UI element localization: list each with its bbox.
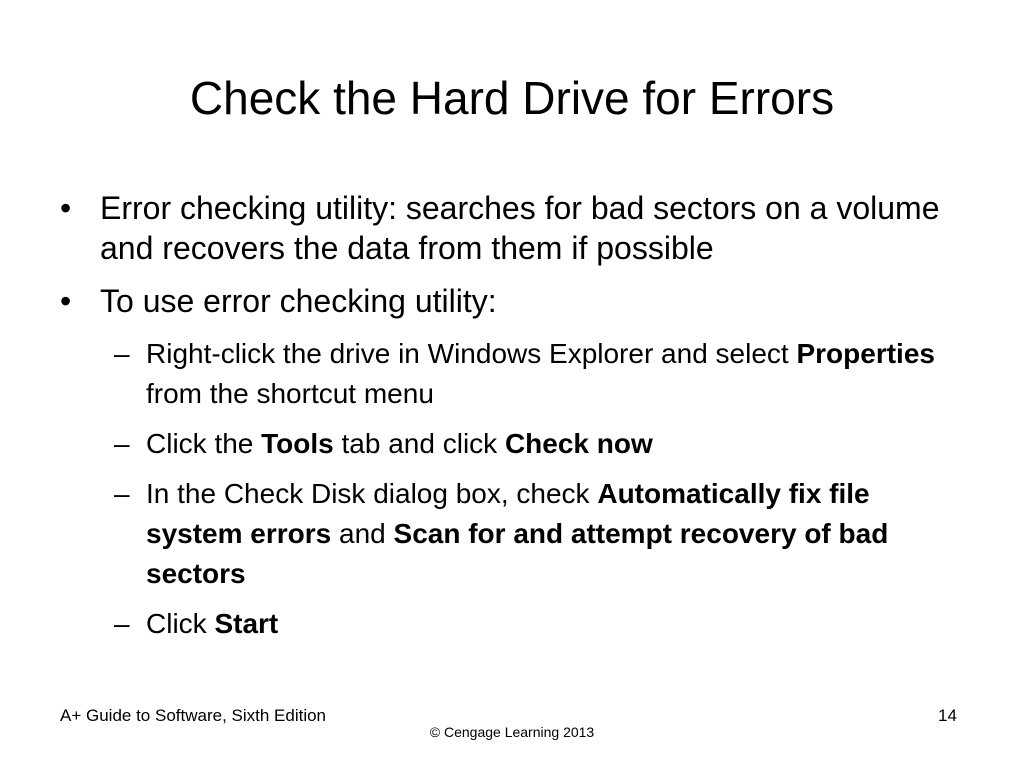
sub-text-post: from the shortcut menu: [146, 378, 434, 409]
sub-text-mid: and: [331, 518, 394, 549]
sub-text-bold: Scan for and attempt recovery of bad sectors: [146, 518, 889, 589]
bullet-text: To use error checking utility:: [100, 283, 497, 319]
dash-marker: –: [114, 338, 130, 369]
bullet-to-use: [60, 281, 960, 321]
bullet-marker: •: [60, 283, 72, 319]
slide-number: 14: [938, 706, 957, 725]
sub-text-pre: Right-click the drive in Windows Explorer and select: [146, 338, 797, 369]
sub-text-pre: Click: [146, 608, 215, 639]
slide-title: Check the Hard Drive for Errors: [189, 72, 835, 124]
dash-marker: –: [114, 608, 130, 639]
bullet-error-checking-utility: [60, 188, 960, 268]
bullet-marker: •: [60, 190, 72, 226]
sub-text-bold: Start: [214, 608, 279, 639]
sub-item-right-click: [60, 334, 960, 414]
dash-marker: –: [114, 478, 130, 509]
slide-content: [60, 188, 960, 654]
sub-item-click-start: [60, 604, 960, 644]
sub-text-bold: Tools: [261, 428, 334, 459]
sub-text-pre: In the Check Disk dialog box, check: [146, 478, 598, 509]
footer-book-title: A+ Guide to Software, Sixth Edition: [60, 706, 327, 725]
sub-text-pre: Click the: [146, 428, 262, 459]
sub-text-bold: Check now: [504, 428, 653, 459]
sub-text-mid: tab and click: [333, 428, 505, 459]
dash-marker: –: [114, 428, 130, 459]
sub-text-bold: Automatically fix file system errors: [146, 478, 870, 549]
sub-item-tools-tab: [60, 424, 960, 464]
footer-copyright: © Cengage Learning 2013: [429, 724, 595, 740]
bullet-text: Error checking utility: searches for bad sectors on a volume and recovers the data from them if possible: [100, 190, 940, 266]
sub-text-bold: Properties: [796, 338, 935, 369]
sub-item-check-disk: [60, 474, 960, 594]
